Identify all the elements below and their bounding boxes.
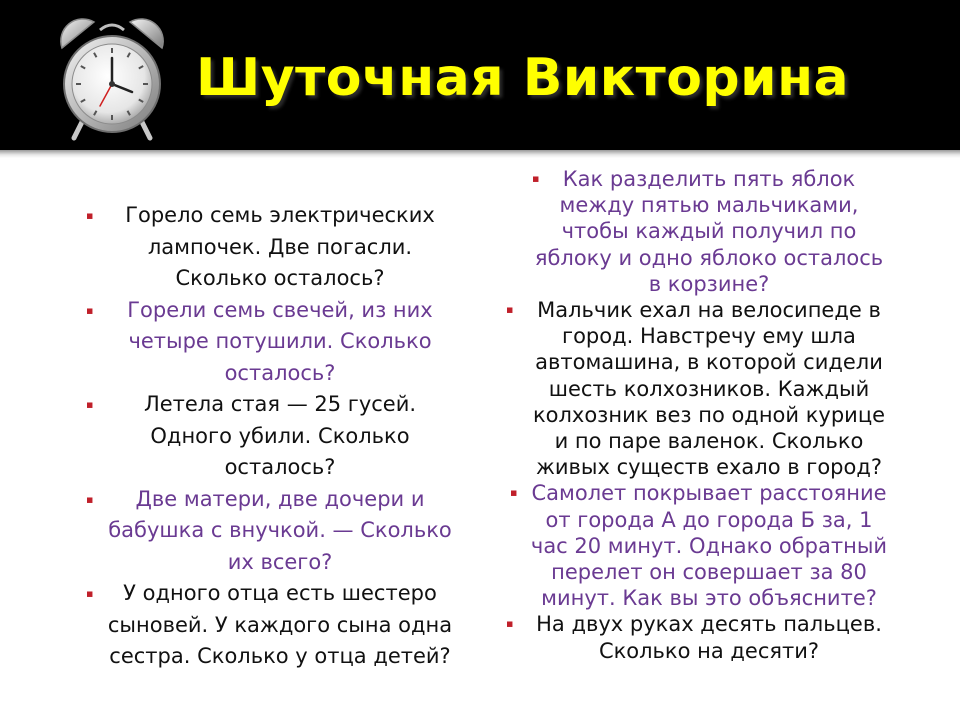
header-divider [0,150,960,158]
bullet-icon: ▪ [506,303,514,317]
left-question-list [82,200,478,673]
bullet-icon: ▪ [510,486,518,500]
question-item [504,611,914,663]
question-item [82,295,478,390]
page-title: Шуточная Викторина [196,48,850,108]
bullet-icon: ▪ [86,492,94,506]
right-question-list [504,166,914,664]
question-item [82,578,478,673]
question-text: Мальчик ехал на велосипеде в город. Навстречу ему шла автомашина, в которой сидели шесть колхозников. Каждый колхозник вез по одной курице и по паре валенок. Сколько живых существ ехало в город? [532,298,886,480]
question-item [504,297,914,480]
question-item [82,484,478,579]
question-text: Летела стая — 25 гусей. Одного убили. Сколько осталось? [143,392,417,479]
question-item [504,166,914,297]
bullet-icon: ▪ [86,587,94,600]
bullet-icon: ▪ [532,172,540,185]
question-text: Самолет покрывает расстояние от города А до города Б за, 1 час 20 минут. Однако обратный перелет он совершает за 80 минут. Как вы это объясните? [530,481,888,611]
question-item [504,480,914,611]
question-text: Как разделить пять яблок между пятью мальчиками, чтобы каждый получил по яблоку и одно яблоко осталось в корзине? [534,167,884,296]
question-text: Горели семь свечей, из них четыре потушили. Сколько осталось? [127,297,433,385]
question-item [82,389,478,484]
header-bar [0,0,960,150]
bullet-icon: ▪ [86,398,94,411]
question-item [82,200,478,295]
bullet-icon: ▪ [86,209,94,222]
alarm-clock-icon [52,14,172,142]
bullet-icon: ▪ [506,617,514,631]
question-text: Две матери, две дочери и бабушка с внучкой. — Сколько их всего? [108,486,452,574]
bullet-icon: ▪ [86,303,94,317]
question-text: На двух руках десять пальцев. Сколько на десяти? [536,612,882,663]
question-text: У одного отца есть шестеро сыновей. У каждого сына одна сестра. Сколько у отца детей? [107,581,453,668]
question-text: Горело семь электрических лампочек. Две погасли. Сколько осталось? [125,203,435,290]
